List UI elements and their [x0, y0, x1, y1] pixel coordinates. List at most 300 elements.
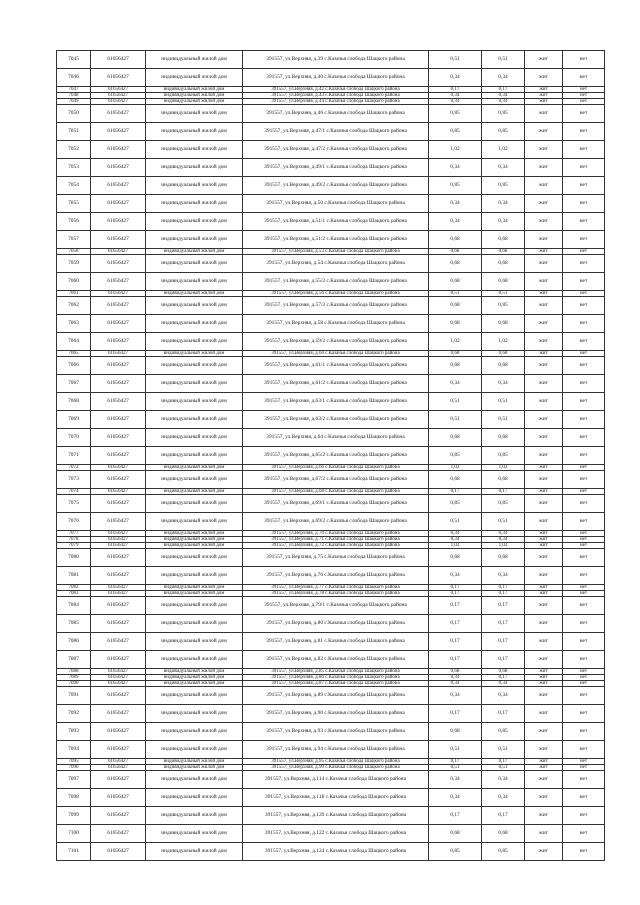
address-cell: 391557, ул.Верхняя, д.55/2 с.Казачья слобода Шацкого района	[243, 273, 429, 291]
building-type-cell: индивидуальный жилой дом	[146, 741, 243, 759]
code-cell: 61656427	[91, 615, 146, 633]
flag-cell: нет	[563, 807, 605, 825]
address-cell: 391557, ул.Верхняя, д.95 с.Казачья слобода Шацкого района	[243, 759, 429, 765]
row-number-cell: 7079	[57, 543, 91, 549]
address-cell: 391557, ул.Верхняя, д.50 с.Казачья слобода Шацкого района	[243, 195, 429, 213]
table-row	[57, 393, 605, 411]
address-cell: 391557, ул.Верхняя, д.86 с.Казачья слобода Шацкого района	[243, 675, 429, 681]
code-cell: 61656427	[91, 231, 146, 249]
row-number-cell: 7084	[57, 597, 91, 615]
address-cell: 391557, ул.Верхняя, д.47/1 с.Казачья слобода Шацкого района	[243, 123, 429, 141]
address-cell: 391557, ул.Верхняя, д.89 с.Казачья слобода Шацкого района	[243, 687, 429, 705]
flag-cell: нет	[563, 513, 605, 531]
address-cell: 391557, ул.Верхняя, д.49/2 с.Казачья слобода Шацкого района	[243, 177, 429, 195]
row-number-cell: 7067	[57, 375, 91, 393]
flag-cell: нет	[563, 315, 605, 333]
code-cell: 61656427	[91, 255, 146, 273]
value-1-cell: 0,68	[429, 315, 482, 333]
table-row	[57, 255, 605, 273]
row-number-cell: 7063	[57, 315, 91, 333]
code-cell: 61656427	[91, 723, 146, 741]
value-1-cell: 0,51	[429, 291, 482, 297]
table-row	[57, 597, 605, 615]
table-row	[57, 357, 605, 375]
building-type-cell: индивидуальный жилой дом	[146, 429, 243, 447]
building-type-cell: индивидуальный жилой дом	[146, 105, 243, 123]
table-row	[57, 471, 605, 489]
address-cell: 391557, ул.Верхняя, д.87 с.Казачья слобода Шацкого района	[243, 681, 429, 687]
kind-cell: жит	[525, 351, 563, 357]
table-row	[57, 825, 605, 843]
address-cell: 391557, ул.Верхняя, д.47/2 с.Казачья слобода Шацкого района	[243, 141, 429, 159]
building-type-cell: индивидуальный жилой дом	[146, 69, 243, 87]
flag-cell: нет	[563, 51, 605, 69]
address-cell: 391557, ул.Верхняя, д.61/1 с.Казачья слобода Шацкого района	[243, 357, 429, 375]
building-type-cell: индивидуальный жилой дом	[146, 843, 243, 861]
row-number-cell: 7059	[57, 255, 91, 273]
row-number-cell: 7098	[57, 789, 91, 807]
code-cell: 61656427	[91, 567, 146, 585]
value-2-cell: 0,68	[482, 471, 525, 489]
building-type-cell: индивидуальный жилой дом	[146, 537, 243, 543]
kind-cell: жит	[525, 69, 563, 87]
address-cell: 391557, ул.Верхняя, д.70 с.Казачья слобода Шацкого района	[243, 531, 429, 537]
code-cell: 61656427	[91, 297, 146, 315]
address-cell: 391557, ул.Верхняя, д.93 с.Казачья слобода Шацкого района	[243, 723, 429, 741]
row-number-cell: 7092	[57, 705, 91, 723]
table-row	[57, 177, 605, 195]
flag-cell: нет	[563, 495, 605, 513]
value-1-cell: 0,34	[429, 195, 482, 213]
table-row	[57, 105, 605, 123]
value-2-cell: 0,68	[482, 549, 525, 567]
value-1-cell: 0,34	[429, 531, 482, 537]
building-type-cell: индивидуальный жилой дом	[146, 51, 243, 69]
kind-cell: жит	[525, 105, 563, 123]
building-type-cell: индивидуальный жилой дом	[146, 597, 243, 615]
code-cell: 61656427	[91, 465, 146, 471]
table-row	[57, 687, 605, 705]
flag-cell: нет	[563, 585, 605, 591]
value-2-cell: 0,17	[482, 675, 525, 681]
kind-cell: жит	[525, 99, 563, 105]
value-1-cell: 0,68	[429, 429, 482, 447]
address-cell: 391557, ул.Верхняя, д.66 с.Казачья слобода Шацкого района	[243, 465, 429, 471]
code-cell: 61656427	[91, 411, 146, 429]
kind-cell: жит	[525, 687, 563, 705]
kind-cell: жит	[525, 567, 563, 585]
building-type-cell: индивидуальный жилой дом	[146, 315, 243, 333]
code-cell: 61656427	[91, 651, 146, 669]
value-2-cell: 0,17	[482, 585, 525, 591]
table-row	[57, 633, 605, 651]
building-type-cell: индивидуальный жилой дом	[146, 465, 243, 471]
kind-cell: жит	[525, 195, 563, 213]
code-cell: 61656427	[91, 141, 146, 159]
code-cell: 61656427	[91, 93, 146, 99]
kind-cell: жит	[525, 513, 563, 531]
building-type-cell: индивидуальный жилой дом	[146, 249, 243, 255]
flag-cell: нет	[563, 597, 605, 615]
building-type-cell: индивидуальный жилой дом	[146, 723, 243, 741]
row-number-cell: 7090	[57, 681, 91, 687]
table-row	[57, 741, 605, 759]
code-cell: 61656427	[91, 591, 146, 597]
value-2-cell: 0,68	[482, 315, 525, 333]
address-cell: 391557, ул.Верхняя, д.122 с.Казачья слобода Шацкого района	[243, 825, 429, 843]
row-number-cell: 7072	[57, 465, 91, 471]
address-cell: 391557, ул.Верхняя, д.82 с.Казачья слобода Шацкого района	[243, 651, 429, 669]
value-1-cell: 0,68	[429, 351, 482, 357]
flag-cell: нет	[563, 705, 605, 723]
row-number-cell: 7099	[57, 807, 91, 825]
flag-cell: нет	[563, 651, 605, 669]
row-number-cell: 7047	[57, 87, 91, 93]
address-cell: 391557, ул.Верхняя, д.77 с.Казачья слобода Шацкого района	[243, 585, 429, 591]
address-cell: 391557, ул.Верхняя, д.124 с.Казачья слобода Шацкого района	[243, 843, 429, 861]
code-cell: 61656427	[91, 195, 146, 213]
value-2-cell: 0,34	[482, 531, 525, 537]
address-cell: 391557, ул.Верхняя, д.43 с.Казачья слобода Шацкого района	[243, 93, 429, 99]
code-cell: 61656427	[91, 633, 146, 651]
building-type-cell: индивидуальный жилой дом	[146, 357, 243, 375]
building-type-cell: индивидуальный жилой дом	[146, 513, 243, 531]
address-cell: 391557, ул.Верхняя, д.79/1 с.Казачья слобода Шацкого района	[243, 597, 429, 615]
code-cell: 61656427	[91, 531, 146, 537]
value-2-cell: 0,68	[482, 255, 525, 273]
building-type-cell: индивидуальный жилой дом	[146, 765, 243, 771]
value-1-cell: 0,51	[429, 393, 482, 411]
building-type-cell: индивидуальный жилой дом	[146, 351, 243, 357]
building-type-cell: индивидуальный жилой дом	[146, 141, 243, 159]
address-cell: 391557, ул.Верхняя, д.42 с.Казачья слобода Шацкого района	[243, 87, 429, 93]
kind-cell: жит	[525, 537, 563, 543]
kind-cell: жит	[525, 597, 563, 615]
row-number-cell: 7083	[57, 591, 91, 597]
building-type-cell: индивидуальный жилой дом	[146, 681, 243, 687]
value-1-cell: 0,68	[429, 669, 482, 675]
kind-cell: жит	[525, 411, 563, 429]
table-row	[57, 141, 605, 159]
value-2-cell: 0,85	[482, 723, 525, 741]
value-2-cell: 0,85	[482, 105, 525, 123]
value-1-cell: 0,68	[429, 297, 482, 315]
value-1-cell: 0,51	[429, 51, 482, 69]
flag-cell: нет	[563, 675, 605, 681]
kind-cell: жит	[525, 357, 563, 375]
value-1-cell: 0,17	[429, 807, 482, 825]
value-1-cell: 0,34	[429, 213, 482, 231]
table-row	[57, 651, 605, 669]
address-cell: 391557, ул.Верхняя, д.49/1 с.Казачья слобода Шацкого района	[243, 159, 429, 177]
code-cell: 61656427	[91, 123, 146, 141]
row-number-cell: 7086	[57, 633, 91, 651]
code-cell: 61656427	[91, 705, 146, 723]
building-type-cell: индивидуальный жилой дом	[146, 87, 243, 93]
value-2-cell: 0,17	[482, 489, 525, 495]
row-number-cell: 7087	[57, 651, 91, 669]
kind-cell: жит	[525, 471, 563, 489]
building-type-cell: индивидуальный жилой дом	[146, 447, 243, 465]
code-cell: 61656427	[91, 249, 146, 255]
table-row	[57, 429, 605, 447]
code-cell: 61656427	[91, 213, 146, 231]
kind-cell: жит	[525, 255, 563, 273]
value-1-cell: 0,85	[429, 177, 482, 195]
address-cell: 391557, ул.Верхняя, д.60 с.Казачья слобода Шацкого района	[243, 351, 429, 357]
value-1-cell: 0,17	[429, 759, 482, 765]
table-row	[57, 495, 605, 513]
table-row	[57, 615, 605, 633]
row-number-cell: 7068	[57, 393, 91, 411]
table-row	[57, 315, 605, 333]
kind-cell: жит	[525, 213, 563, 231]
flag-cell: нет	[563, 687, 605, 705]
address-cell: 391557, ул.Верхняя, д.61/2 с.Казачья слобода Шацкого района	[243, 375, 429, 393]
value-1-cell: 0,68	[429, 231, 482, 249]
row-number-cell: 7091	[57, 687, 91, 705]
value-1-cell: 0,17	[429, 615, 482, 633]
value-1-cell: 0,68	[429, 357, 482, 375]
table-row	[57, 843, 605, 861]
kind-cell: жит	[525, 495, 563, 513]
kind-cell: жит	[525, 489, 563, 495]
building-type-cell: индивидуальный жилой дом	[146, 633, 243, 651]
address-cell: 391557, ул.Верхняя, д.90 с.Казачья слобода Шацкого района	[243, 705, 429, 723]
row-number-cell: 7055	[57, 195, 91, 213]
address-cell: 391557, ул.Верхняя, д.64 с.Казачья слобода Шацкого района	[243, 429, 429, 447]
flag-cell: нет	[563, 231, 605, 249]
table-row	[57, 807, 605, 825]
row-number-cell: 7061	[57, 291, 91, 297]
code-cell: 61656427	[91, 375, 146, 393]
address-cell: 391557, ул.Верхняя, д.71 с.Казачья слобода Шацкого района	[243, 537, 429, 543]
row-number-cell: 7077	[57, 531, 91, 537]
code-cell: 61656427	[91, 393, 146, 411]
value-2-cell: 0,17	[482, 633, 525, 651]
value-2-cell: 0,34	[482, 771, 525, 789]
address-cell: 391557, ул.Верхняя, д.80 с.Казачья слобода Шацкого района	[243, 615, 429, 633]
code-cell: 61656427	[91, 447, 146, 465]
value-2-cell: 0,17	[482, 807, 525, 825]
address-cell: 391557, ул.Верхняя, д.99 с.Казачья слобода Шацкого района	[243, 765, 429, 771]
row-number-cell: 7062	[57, 297, 91, 315]
code-cell: 61656427	[91, 273, 146, 291]
flag-cell: нет	[563, 249, 605, 255]
value-1-cell: 0,51	[429, 765, 482, 771]
row-number-cell: 7075	[57, 495, 91, 513]
building-type-cell: индивидуальный жилой дом	[146, 297, 243, 315]
table-row	[57, 51, 605, 69]
address-cell: 391557, ул.Верхняя, д.46 с.Казачья слобода Шацкого района	[243, 105, 429, 123]
document-page	[56, 50, 604, 861]
flag-cell: нет	[563, 177, 605, 195]
row-number-cell: 7095	[57, 759, 91, 765]
building-type-cell: индивидуальный жилой дом	[146, 651, 243, 669]
table-row	[57, 771, 605, 789]
value-2-cell: 0,51	[482, 393, 525, 411]
value-1-cell: 0,51	[429, 513, 482, 531]
row-number-cell: 7045	[57, 51, 91, 69]
row-number-cell: 7094	[57, 741, 91, 759]
address-cell: 391557, ул.Верхняя, д.59/2 с.Казачья слобода Шацкого района	[243, 333, 429, 351]
row-number-cell: 7060	[57, 273, 91, 291]
address-cell: 391557, ул.Верхняя, д.69/1 с.Казачья слобода Шацкого района	[243, 495, 429, 513]
value-2-cell: 0,17	[482, 615, 525, 633]
table-row	[57, 705, 605, 723]
kind-cell: жит	[525, 87, 563, 93]
row-number-cell: 7073	[57, 471, 91, 489]
code-cell: 61656427	[91, 537, 146, 543]
value-1-cell: 0,34	[429, 681, 482, 687]
value-1-cell: 0,17	[429, 591, 482, 597]
building-type-cell: индивидуальный жилой дом	[146, 99, 243, 105]
row-number-cell: 7050	[57, 105, 91, 123]
code-cell: 61656427	[91, 597, 146, 615]
value-2-cell: 0,34	[482, 99, 525, 105]
building-type-cell: индивидуальный жилой дом	[146, 567, 243, 585]
address-cell: 391557, ул.Верхняя, д.39 с.Казачья слобода Шацкого района	[243, 51, 429, 69]
kind-cell: жит	[525, 393, 563, 411]
building-type-cell: индивидуальный жилой дом	[146, 543, 243, 549]
address-cell: 391557, ул.Верхняя, д.53 с.Казачья слобода Шацкого района	[243, 249, 429, 255]
flag-cell: нет	[563, 195, 605, 213]
flag-cell: нет	[563, 537, 605, 543]
kind-cell: жит	[525, 429, 563, 447]
kind-cell: жит	[525, 297, 563, 315]
code-cell: 61656427	[91, 471, 146, 489]
value-2-cell: 0,34	[482, 567, 525, 585]
value-1-cell: 0,17	[429, 633, 482, 651]
row-number-cell: 7052	[57, 141, 91, 159]
building-type-cell: индивидуальный жилой дом	[146, 177, 243, 195]
value-1-cell: 0,34	[429, 99, 482, 105]
kind-cell: жит	[525, 273, 563, 291]
address-cell: 391557, ул.Верхняя, д.44 с.Казачья слобода Шацкого района	[243, 99, 429, 105]
code-cell: 61656427	[91, 687, 146, 705]
flag-cell: нет	[563, 825, 605, 843]
code-cell: 61656427	[91, 789, 146, 807]
value-1-cell: 0,17	[429, 651, 482, 669]
value-1-cell: 0,34	[429, 687, 482, 705]
flag-cell: нет	[563, 213, 605, 231]
table-body	[57, 51, 605, 861]
kind-cell: жит	[525, 231, 563, 249]
code-cell: 61656427	[91, 357, 146, 375]
flag-cell: нет	[563, 141, 605, 159]
kind-cell: жит	[525, 771, 563, 789]
building-type-cell: индивидуальный жилой дом	[146, 333, 243, 351]
flag-cell: нет	[563, 291, 605, 297]
code-cell: 61656427	[91, 543, 146, 549]
row-number-cell: 7093	[57, 723, 91, 741]
value-2-cell: 0,34	[482, 93, 525, 99]
row-number-cell: 7074	[57, 489, 91, 495]
building-type-cell: индивидуальный жилой дом	[146, 531, 243, 537]
building-type-cell: индивидуальный жилой дом	[146, 231, 243, 249]
address-cell: 391557, ул.Верхняя, д.63/2 с.Казачья слобода Шацкого района	[243, 411, 429, 429]
value-2-cell: 0,51	[482, 411, 525, 429]
row-number-cell: 7071	[57, 447, 91, 465]
value-1-cell: 1,02	[429, 333, 482, 351]
value-2-cell: 1,02	[482, 543, 525, 549]
flag-cell: нет	[563, 393, 605, 411]
building-type-cell: индивидуальный жилой дом	[146, 789, 243, 807]
table-row	[57, 297, 605, 315]
code-cell: 61656427	[91, 159, 146, 177]
value-1-cell: 1,02	[429, 465, 482, 471]
flag-cell: нет	[563, 255, 605, 273]
code-cell: 61656427	[91, 315, 146, 333]
code-cell: 61656427	[91, 51, 146, 69]
row-number-cell: 7049	[57, 99, 91, 105]
address-cell: 391557, ул.Верхняя, д.85 с.Казачья слобода Шацкого района	[243, 669, 429, 675]
kind-cell: жит	[525, 789, 563, 807]
value-2-cell: 0,34	[482, 213, 525, 231]
code-cell: 61656427	[91, 105, 146, 123]
address-cell: 391557, ул.Верхняя, д.65/2 с.Казачья слобода Шацкого района	[243, 447, 429, 465]
value-1-cell: 0,17	[429, 597, 482, 615]
value-2-cell: 0,85	[482, 843, 525, 861]
code-cell: 61656427	[91, 765, 146, 771]
kind-cell: жит	[525, 315, 563, 333]
kind-cell: жит	[525, 675, 563, 681]
row-number-cell: 7088	[57, 669, 91, 675]
flag-cell: нет	[563, 411, 605, 429]
building-type-cell: индивидуальный жилой дом	[146, 195, 243, 213]
code-cell: 61656427	[91, 675, 146, 681]
building-type-cell: индивидуальный жилой дом	[146, 411, 243, 429]
value-1-cell: 0,85	[429, 495, 482, 513]
row-number-cell: 7080	[57, 549, 91, 567]
value-1-cell: 0,51	[429, 741, 482, 759]
code-cell: 61656427	[91, 669, 146, 675]
table-row	[57, 447, 605, 465]
row-number-cell: 7058	[57, 249, 91, 255]
building-type-cell: индивидуальный жилой дом	[146, 687, 243, 705]
building-type-cell: индивидуальный жилой дом	[146, 393, 243, 411]
value-2-cell: 0,17	[482, 87, 525, 93]
value-2-cell: 0,17	[482, 759, 525, 765]
value-2-cell: 0,34	[482, 789, 525, 807]
row-number-cell: 7048	[57, 93, 91, 99]
code-cell: 61656427	[91, 333, 146, 351]
value-1-cell: 0,34	[429, 69, 482, 87]
row-number-cell: 7097	[57, 771, 91, 789]
value-1-cell: 0,85	[429, 843, 482, 861]
value-1-cell: 0,17	[429, 87, 482, 93]
flag-cell: нет	[563, 69, 605, 87]
row-number-cell: 7101	[57, 843, 91, 861]
flag-cell: нет	[563, 543, 605, 549]
building-type-cell: индивидуальный жилой дом	[146, 159, 243, 177]
flag-cell: нет	[563, 429, 605, 447]
table-row	[57, 213, 605, 231]
address-cell: 391557, ул.Верхняя, д.56 с.Казачья слобода Шацкого района	[243, 291, 429, 297]
building-type-cell: индивидуальный жилой дом	[146, 255, 243, 273]
kind-cell: жит	[525, 741, 563, 759]
kind-cell: жит	[525, 465, 563, 471]
value-2-cell: 0,34	[482, 375, 525, 393]
value-2-cell: 0,17	[482, 597, 525, 615]
value-1-cell: 1,02	[429, 141, 482, 159]
kind-cell: жит	[525, 585, 563, 591]
flag-cell: нет	[563, 273, 605, 291]
address-cell: 391557, ул.Верхняя, д.67/2 с.Казачья слобода Шацкого района	[243, 471, 429, 489]
kind-cell: жит	[525, 123, 563, 141]
code-cell: 61656427	[91, 549, 146, 567]
flag-cell: нет	[563, 447, 605, 465]
